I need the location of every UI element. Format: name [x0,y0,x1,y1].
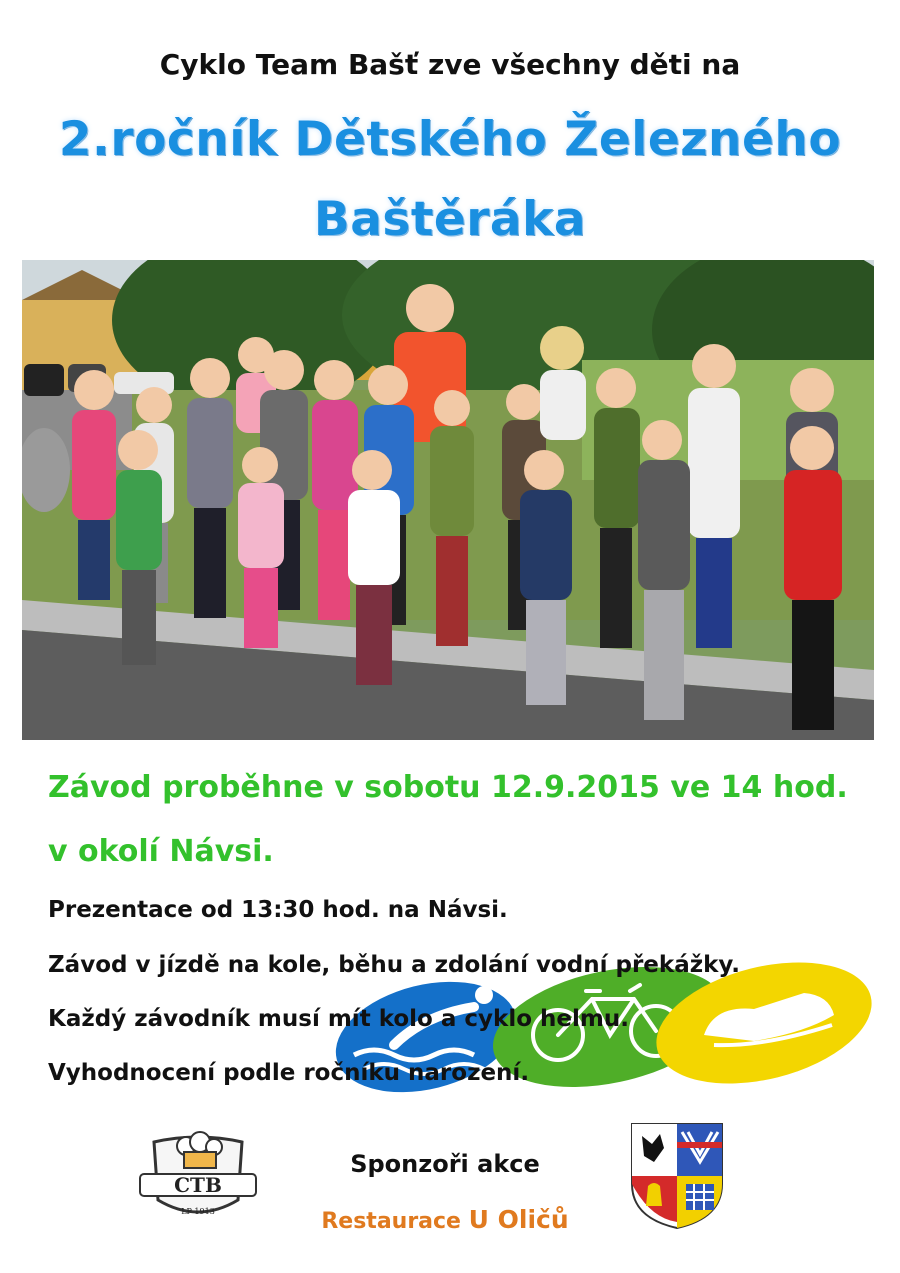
restaurant-prefix: Restaurace [321,1209,469,1234]
sponsor-restaurant [300,1205,590,1234]
event-location-line: v okolí Návsi. [48,834,274,869]
info-disciplines: Závod v jízdě na kole, běhu a zdolání vodní překážky. [48,952,741,978]
children-group-photo [22,260,874,740]
invitation-intro: Cyklo Team Bašť zve všechny děti na [159,48,741,81]
info-evaluation: Vyhodnocení podle ročníku narození. [48,1060,530,1086]
restaurant-name: U Oličů [468,1205,569,1234]
ctb-beer-logo [138,1128,258,1228]
sponsors-heading: Sponzoři akce [350,1150,540,1178]
ctb-logo-subtitle: LP 1913 [181,1207,215,1216]
info-registration: Prezentace od 13:30 hod. na Návsi. [48,897,508,923]
ctb-logo-letters: CTB [174,1173,222,1197]
info-requirements: Každý závodník musí mít kolo a cyklo helmu. [48,1006,629,1032]
village-coat-of-arms [630,1122,724,1230]
event-title-line1: 2.ročník Dětského Železného [58,112,842,167]
event-title-line2: Baštěráka [313,192,587,247]
event-date-line: Závod proběhne v sobotu 12.9.2015 ve 14 hod. [48,770,848,805]
